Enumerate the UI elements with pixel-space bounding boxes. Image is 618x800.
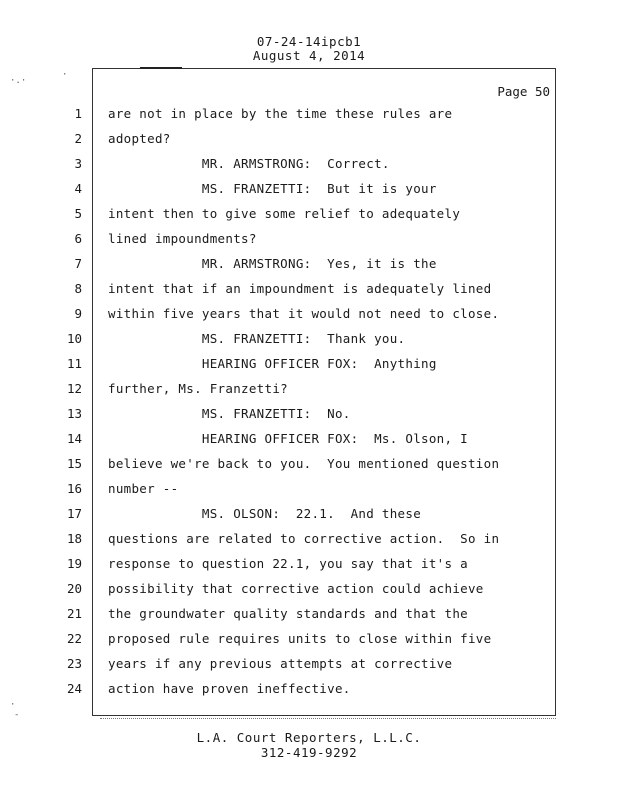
line-text: intent that if an impoundment is adequately lined xyxy=(108,281,492,296)
line-number: 4 xyxy=(74,181,82,196)
line-text: MS. FRANZETTI: No. xyxy=(108,406,351,421)
page-number: Page 50 xyxy=(497,84,550,99)
footer-company: L.A. Court Reporters, L.L.C. xyxy=(196,730,422,745)
line-text: HEARING OFFICER FOX: Anything xyxy=(108,356,437,371)
line-text: MS. OLSON: 22.1. And these xyxy=(108,506,422,521)
frame-bottom-artifact xyxy=(100,718,556,721)
line-text: MR. ARMSTRONG: Yes, it is the xyxy=(108,256,437,271)
line-number: 11 xyxy=(66,356,82,371)
scan-speck: ·.· xyxy=(10,76,27,86)
line-number: 23 xyxy=(66,656,82,671)
line-text: lined impoundments? xyxy=(108,231,257,246)
line-number: 13 xyxy=(66,406,82,421)
line-text: action have proven ineffective. xyxy=(108,681,351,696)
line-text: MR. ARMSTRONG: Correct. xyxy=(108,156,390,171)
line-text: years if any previous attempts at corrective xyxy=(108,656,453,671)
line-number: 14 xyxy=(66,431,82,446)
line-number: 19 xyxy=(66,556,82,571)
line-number: 15 xyxy=(66,456,82,471)
line-text: response to question 22.1, you say that it's a xyxy=(108,556,468,571)
line-number: 7 xyxy=(74,256,82,271)
line-number: 20 xyxy=(66,581,82,596)
scan-speck: - xyxy=(14,710,20,720)
line-number: 18 xyxy=(66,531,82,546)
line-text: are not in place by the time these rules are xyxy=(108,106,453,121)
line-text: number -- xyxy=(108,481,179,496)
line-text: intent then to give some relief to adequately xyxy=(108,206,461,221)
line-number: 3 xyxy=(74,156,82,171)
line-number: 10 xyxy=(66,331,82,346)
line-number: 17 xyxy=(66,506,82,521)
line-number: 12 xyxy=(66,381,82,396)
line-number: 9 xyxy=(74,306,82,321)
line-text: believe we're back to you. You mentioned question xyxy=(108,456,500,471)
header-case-id: 07-24-14ipcb1 xyxy=(256,34,362,49)
line-text: the groundwater quality standards and that the xyxy=(108,606,468,621)
line-number: 21 xyxy=(66,606,82,621)
line-number: 6 xyxy=(74,231,82,246)
line-number: 5 xyxy=(74,206,82,221)
line-number: 16 xyxy=(66,481,82,496)
line-text: proposed rule requires units to close within five xyxy=(108,631,492,646)
scan-speck: · xyxy=(62,70,68,80)
line-number: 24 xyxy=(66,681,82,696)
header-date: August 4, 2014 xyxy=(252,48,366,63)
line-number: 2 xyxy=(74,131,82,146)
line-number: 1 xyxy=(74,106,82,121)
line-text: adopted? xyxy=(108,131,171,146)
line-text: within five years that it would not need to close. xyxy=(108,306,500,321)
scan-speck: · xyxy=(10,700,16,710)
line-text: possibility that corrective action could achieve xyxy=(108,581,484,596)
line-text: questions are related to corrective action. So in xyxy=(108,531,500,546)
line-text: MS. FRANZETTI: Thank you. xyxy=(108,331,406,346)
line-number: 8 xyxy=(74,281,82,296)
line-text: HEARING OFFICER FOX: Ms. Olson, I xyxy=(108,431,468,446)
footer-phone: 312-419-9292 xyxy=(260,745,358,760)
line-text: further, Ms. Franzetti? xyxy=(108,381,288,396)
line-text: MS. FRANZETTI: But it is your xyxy=(108,181,437,196)
line-number: 22 xyxy=(66,631,82,646)
frame-mark xyxy=(140,67,182,69)
